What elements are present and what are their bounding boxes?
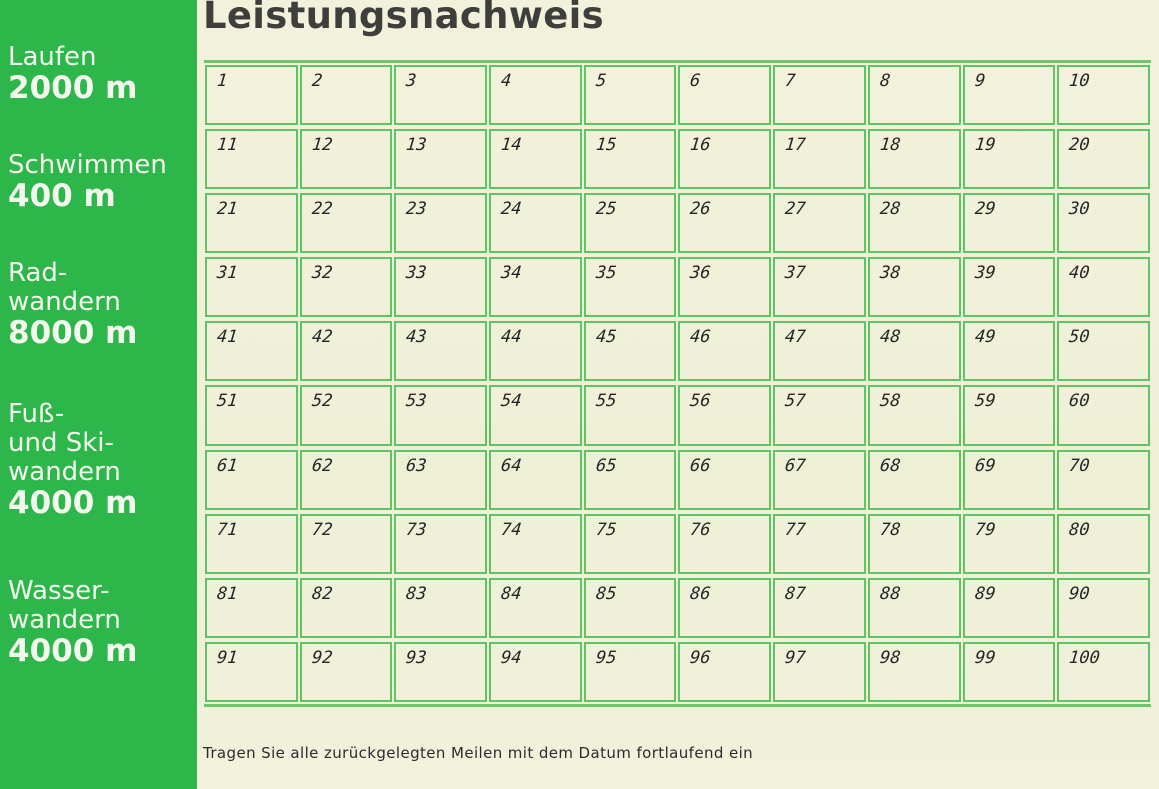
grid-cell	[678, 642, 771, 702]
cell-number: 87	[784, 583, 807, 604]
cell-number: 86	[689, 583, 713, 604]
grid-cell	[868, 578, 961, 638]
cell-number: 82	[310, 583, 334, 604]
grid-cell	[489, 193, 582, 253]
cell-number: 27	[784, 199, 807, 220]
category-label: Laufen	[8, 42, 97, 72]
cell-number: 68	[878, 455, 902, 476]
cell-number: 61	[215, 455, 239, 476]
grid-cell	[584, 450, 677, 510]
category-label: wandern	[8, 287, 121, 317]
cell-number: 24	[500, 199, 523, 220]
grid-cell	[1057, 129, 1150, 189]
cell-number: 9	[973, 71, 986, 91]
cell-number: 63	[405, 455, 428, 476]
cell-number: 44	[500, 327, 523, 348]
grid-cell	[584, 257, 677, 317]
cell-number: 17	[784, 135, 807, 156]
cell-number: 52	[310, 391, 334, 412]
cell-number: 60	[1068, 391, 1091, 412]
grid-cell	[963, 450, 1056, 510]
cell-number: 21	[215, 199, 239, 220]
grid-cell	[678, 450, 771, 510]
cell-number: 37	[784, 263, 807, 284]
grid-cell	[773, 450, 866, 510]
grid-cell	[868, 642, 961, 702]
category-block	[8, 401, 137, 523]
cell-number: 56	[689, 391, 713, 412]
grid-cell	[678, 129, 771, 189]
grid-cell	[868, 65, 961, 125]
grid-cell	[300, 450, 393, 510]
cell-number: 77	[784, 519, 807, 540]
cell-number: 33	[405, 263, 428, 284]
category-distance: 2000 m	[8, 70, 138, 106]
cell-number: 36	[689, 263, 713, 284]
cell-number: 28	[878, 199, 902, 220]
grid-cell	[678, 514, 771, 574]
grid-cell	[773, 129, 866, 189]
cell-number: 65	[594, 455, 618, 476]
cell-number: 4	[500, 71, 513, 91]
category-sidebar	[0, 0, 197, 789]
cell-number: 49	[973, 327, 997, 348]
grid-cell	[300, 321, 393, 381]
cell-number: 32	[310, 263, 334, 284]
grid-cell	[394, 193, 487, 253]
cell-number: 29	[973, 199, 997, 220]
grid-cell	[584, 129, 677, 189]
grid-cell	[678, 193, 771, 253]
grid-cell	[773, 321, 866, 381]
grid-cell	[963, 257, 1056, 317]
footer-instruction: Tragen Sie alle zurückgelegten Meilen mit dem Datum fortlaufend ein	[203, 744, 754, 762]
cell-number: 26	[689, 199, 713, 220]
grid-cell	[678, 321, 771, 381]
cell-number: 41	[215, 327, 239, 348]
cell-number: 50	[1068, 327, 1091, 348]
cell-number: 59	[973, 391, 997, 412]
grid-cell	[868, 450, 961, 510]
cell-number: 22	[310, 199, 334, 220]
grid-cell	[300, 578, 393, 638]
grid-cell	[489, 257, 582, 317]
category-distance: 400 m	[8, 178, 116, 214]
cell-number: 67	[784, 455, 807, 476]
grid-cell	[489, 450, 582, 510]
cell-number: 74	[500, 519, 523, 540]
cell-number: 66	[689, 455, 713, 476]
cell-number: 80	[1068, 519, 1091, 540]
cell-number: 88	[878, 583, 902, 604]
cell-number: 48	[878, 327, 902, 348]
grid-cell	[1057, 257, 1150, 317]
grid-cell	[678, 65, 771, 125]
grid-cell	[1057, 578, 1150, 638]
cell-number: 78	[878, 519, 902, 540]
grid-cell	[963, 385, 1056, 445]
grid-cell	[678, 257, 771, 317]
cell-number: 20	[1068, 135, 1091, 156]
grid-cell	[773, 193, 866, 253]
grid-cell	[963, 193, 1056, 253]
grid-cell	[300, 257, 393, 317]
cell-number: 79	[973, 519, 997, 540]
grid-cell	[963, 129, 1056, 189]
cell-number: 14	[500, 135, 523, 156]
grid-cell	[205, 193, 298, 253]
grid-cell	[584, 642, 677, 702]
grid-cell	[394, 257, 487, 317]
cell-number: 97	[784, 647, 807, 668]
grid-cell	[1057, 385, 1150, 445]
cell-number: 89	[973, 583, 997, 604]
cell-number: 98	[878, 647, 902, 668]
category-block	[8, 152, 167, 216]
grid-cell	[1057, 321, 1150, 381]
grid-cell	[963, 578, 1056, 638]
cell-number: 70	[1068, 455, 1091, 476]
cell-number: 91	[215, 647, 239, 668]
cell-number: 75	[594, 519, 618, 540]
cell-number: 46	[689, 327, 713, 348]
cell-number: 6	[689, 71, 702, 91]
grid-cell	[300, 642, 393, 702]
grid-cell	[868, 193, 961, 253]
category-label: Wasser-	[8, 576, 110, 606]
grid-cell	[205, 257, 298, 317]
cell-number: 69	[973, 455, 997, 476]
grid-cell	[394, 129, 487, 189]
grid-cell	[489, 385, 582, 445]
category-distance: 4000 m	[8, 633, 138, 669]
cell-number: 76	[689, 519, 713, 540]
grid-cell	[868, 129, 961, 189]
grid-cell	[394, 642, 487, 702]
category-distance: 4000 m	[8, 485, 138, 521]
cell-number: 12	[310, 135, 334, 156]
grid-cell	[300, 514, 393, 574]
grid-cell	[300, 65, 393, 125]
grid-cell	[773, 578, 866, 638]
grid-cell	[205, 65, 298, 125]
grid-cell	[1057, 514, 1150, 574]
grid-cell	[868, 385, 961, 445]
category-label: und Ski-	[8, 428, 114, 458]
cell-number: 72	[310, 519, 334, 540]
cell-number: 64	[500, 455, 523, 476]
category-label: wandern	[8, 457, 121, 487]
grid-cell	[394, 514, 487, 574]
grid-cell	[1057, 642, 1150, 702]
grid-cell	[300, 129, 393, 189]
grid-cell	[584, 321, 677, 381]
cell-number: 38	[878, 263, 902, 284]
cell-number: 2	[310, 71, 323, 91]
cell-number: 40	[1068, 263, 1091, 284]
grid-cell	[205, 514, 298, 574]
grid-cell	[489, 514, 582, 574]
cell-number: 25	[594, 199, 618, 220]
cell-number: 83	[405, 583, 428, 604]
grid-cell	[678, 578, 771, 638]
grid-cell	[868, 514, 961, 574]
grid-cell	[205, 578, 298, 638]
grid-cell	[584, 65, 677, 125]
cell-number: 13	[405, 135, 428, 156]
cell-number: 45	[594, 327, 618, 348]
cell-number: 99	[973, 647, 997, 668]
grid-cell	[205, 642, 298, 702]
cell-number: 94	[500, 647, 523, 668]
cell-number: 85	[594, 583, 618, 604]
grid-cell	[205, 450, 298, 510]
grid-cell	[678, 385, 771, 445]
grid-cell	[394, 321, 487, 381]
record-grid	[204, 60, 1151, 707]
grid-cell	[394, 385, 487, 445]
grid-cell	[300, 193, 393, 253]
cell-number: 90	[1068, 583, 1091, 604]
cell-number: 3	[405, 71, 418, 91]
category-label: Fuß-	[8, 399, 65, 429]
grid-cell	[584, 385, 677, 445]
grid-cell	[489, 65, 582, 125]
cell-number: 39	[973, 263, 997, 284]
grid-cell	[584, 578, 677, 638]
cell-number: 31	[215, 263, 239, 284]
category-label: Schwimmen	[8, 150, 167, 180]
grid-cell	[489, 129, 582, 189]
cell-number: 43	[405, 327, 428, 348]
cell-number: 34	[500, 263, 523, 284]
grid-cell	[773, 514, 866, 574]
grid-cell	[773, 65, 866, 125]
cell-number: 81	[215, 583, 239, 604]
grid-cell	[773, 642, 866, 702]
cell-number: 71	[215, 519, 239, 540]
page-title: Leistungsnachweis	[203, 0, 604, 37]
grid-cell	[300, 385, 393, 445]
grid-cell	[773, 257, 866, 317]
category-label: wandern	[8, 605, 121, 635]
grid-cell	[1057, 450, 1150, 510]
grid-cell	[963, 514, 1056, 574]
cell-number: 53	[405, 391, 428, 412]
cell-number: 54	[500, 391, 523, 412]
grid-cell	[1057, 65, 1150, 125]
cell-number: 1	[215, 71, 229, 91]
grid-cell	[584, 193, 677, 253]
category-block	[8, 578, 137, 671]
cell-number: 51	[215, 391, 239, 412]
cell-number: 8	[878, 71, 892, 91]
category-label: Rad-	[8, 258, 68, 288]
cell-number: 95	[594, 647, 618, 668]
cell-number: 96	[689, 647, 713, 668]
cell-number: 15	[594, 135, 618, 156]
grid-cell	[489, 642, 582, 702]
cell-number: 16	[689, 135, 713, 156]
cell-number: 11	[215, 135, 239, 156]
grid-cell	[205, 321, 298, 381]
cell-number: 62	[310, 455, 334, 476]
grid-cell	[963, 642, 1056, 702]
cell-number: 100	[1068, 647, 1102, 668]
grid-cell	[584, 514, 677, 574]
cell-number: 23	[405, 199, 428, 220]
cell-number: 58	[878, 391, 902, 412]
cell-number: 19	[973, 135, 997, 156]
cell-number: 42	[310, 327, 334, 348]
cell-number: 55	[594, 391, 618, 412]
grid-cell	[868, 257, 961, 317]
cell-number: 18	[878, 135, 902, 156]
category-block	[8, 44, 137, 108]
grid-cell	[773, 385, 866, 445]
grid-cell	[868, 321, 961, 381]
cell-number: 5	[594, 71, 608, 91]
grid-cell	[394, 578, 487, 638]
grid-cell	[205, 129, 298, 189]
grid-cell	[394, 450, 487, 510]
cell-number: 35	[594, 263, 618, 284]
grid-cell	[489, 321, 582, 381]
category-block	[8, 260, 137, 353]
cell-number: 92	[310, 647, 334, 668]
cell-number: 57	[784, 391, 807, 412]
grid-cell	[1057, 193, 1150, 253]
cell-number: 7	[784, 71, 797, 91]
cell-number: 73	[405, 519, 428, 540]
grid-cell	[489, 578, 582, 638]
cell-number: 10	[1068, 71, 1091, 91]
cell-number: 84	[500, 583, 523, 604]
grid-cell	[205, 385, 298, 445]
grid-cell	[394, 65, 487, 125]
category-distance: 8000 m	[8, 315, 138, 351]
grid-cell	[963, 321, 1056, 381]
cell-number: 93	[405, 647, 428, 668]
grid-cell	[963, 65, 1056, 125]
cell-number: 30	[1068, 199, 1091, 220]
cell-number: 47	[784, 327, 807, 348]
